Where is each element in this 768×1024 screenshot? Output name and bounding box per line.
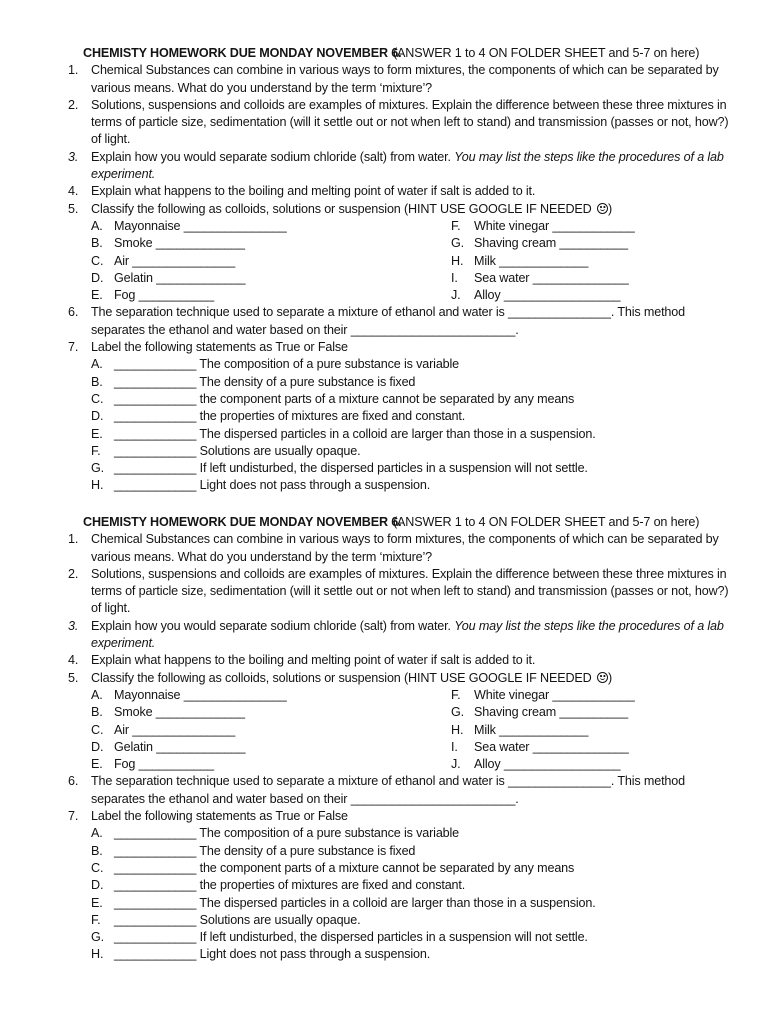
worksheet-header bbox=[0, 45, 768, 62]
question-1: 1. Chemical Substances can combine in various ways to form mixtures, the components of which can be separated by various means. What do you understand by the term ‘mixture’? bbox=[68, 532, 719, 564]
true-false-list bbox=[0, 825, 768, 963]
classify-row: E. Fog ___________ J. Alloy _________________ bbox=[91, 757, 621, 772]
worksheet-header bbox=[0, 514, 768, 531]
statement-row: G. ____________ If left undisturbed, the dispersed particles in a suspension will not settle. bbox=[91, 930, 588, 945]
question-6: 6. The separation technique used to separate a mixture of ethanol and water is _______________. This method separates the ethanol and water based on their ________________________. bbox=[68, 774, 685, 806]
worksheet-title: CHEMISTY HOMEWORK DUE MONDAY NOVEMBER 6. bbox=[83, 46, 402, 60]
statement-row: B. ____________ The density of a pure substance is fixed bbox=[91, 843, 416, 858]
statement-row: A. ____________ The composition of a pure substance is variable bbox=[91, 357, 460, 372]
classify-list bbox=[0, 218, 768, 304]
question-4: 4. Explain what happens to the boiling and melting point of water if salt is added to it. bbox=[68, 184, 536, 199]
question-5: 5. Classify the following as colloids, solutions or suspension (HINT USE GOOGLE IF NEEDED ) bbox=[68, 670, 613, 685]
statement-row: F. ____________ Solutions are usually opaque. bbox=[91, 912, 361, 927]
statement-row: E. ____________ The dispersed particles in a colloid are larger than those in a suspension. bbox=[91, 895, 596, 910]
statement-row: G. ____________ If left undisturbed, the dispersed particles in a suspension will not settle. bbox=[91, 461, 588, 476]
statement-row: E. ____________ The dispersed particles in a colloid are larger than those in a suspension. bbox=[91, 426, 596, 441]
question-4: 4. Explain what happens to the boiling and melting point of water if salt is added to it. bbox=[68, 653, 536, 668]
statement-row: C. ____________ the component parts of a mixture cannot be separated by any means bbox=[91, 391, 575, 406]
question-5: 5. Classify the following as colloids, solutions or suspension (HINT USE GOOGLE IF NEEDED ) bbox=[68, 201, 613, 216]
question-7: 7. Label the following statements as True or False bbox=[68, 340, 348, 355]
question-6: 6. The separation technique used to separate a mixture of ethanol and water is _______________. This method separates the ethanol and water based on their ________________________. bbox=[68, 305, 685, 337]
statement-row: H. ____________ Light does not pass through a suspension. bbox=[91, 947, 431, 962]
statement-row: D. ____________ the properties of mixtures are fixed and constant. bbox=[91, 878, 466, 893]
statement-row: D. ____________ the properties of mixtures are fixed and constant. bbox=[91, 409, 466, 424]
classify-row: C. Air _______________ H. Milk _____________ bbox=[91, 722, 589, 737]
classify-row: B. Smoke _____________ G. Shaving cream __________ bbox=[91, 236, 628, 251]
question-2: 2. Solutions, suspensions and colloids are examples of mixtures. Explain the difference between these three mixtures in terms of particle size, sedimentation (will it settle out or not when left to stand) and transmission (passes or not, how?) of light. bbox=[68, 566, 729, 616]
question-2: 2. Solutions, suspensions and colloids are examples of mixtures. Explain the difference between these three mixtures in terms of particle size, sedimentation (will it settle out or not when left to stand) and transmission (passes or not, how?) of light. bbox=[68, 97, 729, 147]
classify-row: E. Fog ___________ J. Alloy _________________ bbox=[91, 288, 621, 303]
classify-row: D. Gelatin _____________ I. Sea water ______________ bbox=[91, 270, 629, 285]
statement-row: H. ____________ Light does not pass through a suspension. bbox=[91, 478, 431, 493]
statement-row: C. ____________ the component parts of a mixture cannot be separated by any means bbox=[91, 860, 575, 875]
smiley-face-icon bbox=[597, 672, 608, 683]
classify-list bbox=[0, 687, 768, 773]
statement-row: F. ____________ Solutions are usually opaque. bbox=[91, 443, 361, 458]
true-false-list bbox=[0, 356, 768, 494]
worksheet-copy-1 bbox=[0, 45, 768, 495]
classify-row: A. Mayonnaise _______________ F. White vinegar ____________ bbox=[91, 687, 635, 702]
question-7: 7. Label the following statements as True or False bbox=[68, 809, 348, 824]
classify-row: A. Mayonnaise _______________ F. White vinegar ____________ bbox=[91, 218, 635, 233]
statement-row: B. ____________ The density of a pure substance is fixed bbox=[91, 374, 416, 389]
classify-row: C. Air _______________ H. Milk _____________ bbox=[91, 253, 589, 268]
worksheet-copy-2 bbox=[0, 514, 768, 964]
statement-row: A. ____________ The composition of a pure substance is variable bbox=[91, 826, 460, 841]
worksheet-instructions: (ANSWER 1 to 4 ON FOLDER SHEET and 5-7 on here) bbox=[393, 515, 700, 529]
question-3: 3. Explain how you would separate sodium chloride (salt) from water. You may list the steps like the procedures of a lab experiment. bbox=[68, 618, 724, 651]
classify-row: B. Smoke _____________ G. Shaving cream __________ bbox=[91, 705, 628, 720]
smiley-face-icon bbox=[597, 203, 608, 214]
worksheet-instructions: (ANSWER 1 to 4 ON FOLDER SHEET and 5-7 on here) bbox=[393, 46, 700, 60]
question-1: 1. Chemical Substances can combine in various ways to form mixtures, the components of which can be separated by various means. What do you understand by the term ‘mixture’? bbox=[68, 63, 719, 95]
question-3: 3. Explain how you would separate sodium chloride (salt) from water. You may list the steps like the procedures of a lab experiment. bbox=[68, 149, 724, 182]
worksheet-title: CHEMISTY HOMEWORK DUE MONDAY NOVEMBER 6. bbox=[83, 515, 402, 529]
classify-row: D. Gelatin _____________ I. Sea water ______________ bbox=[91, 739, 629, 754]
